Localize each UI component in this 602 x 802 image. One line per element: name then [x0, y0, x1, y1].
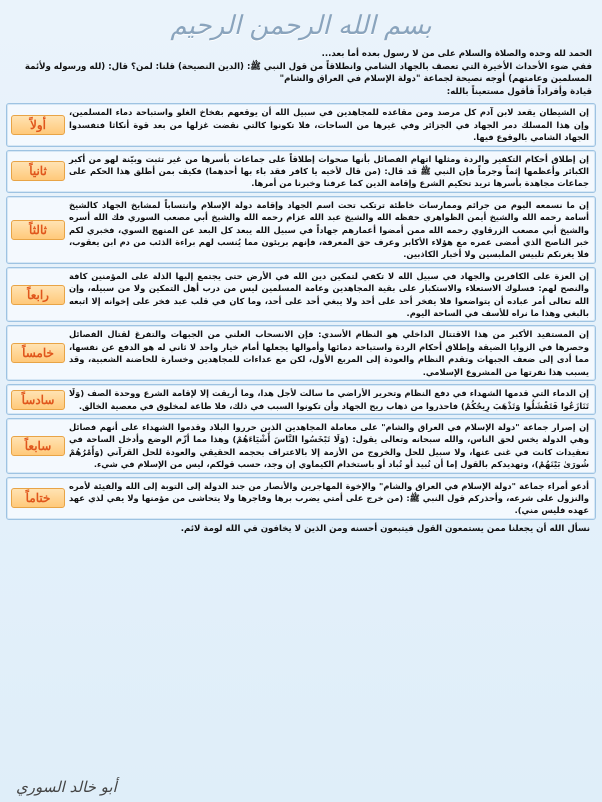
section-text: إن المستفيد الأكبر من هذا الاقتتال الداخلي هو النظام الأسدي: فإن الانسحاب العلني من الجبهات والتفرغ لقتال الفصائل وحصرها في الزوايا الضيقة وإطلاق أحكام الردة واستباحة دمائها وأموالها يجعلها أمام خيار واحد لا ثاني له هو الدفع عن نفسها، مما أدى إلى ضعف الجبهات وتقدم النظام والعودة إلى المربع الأول، لكن مع عداءات للمجاهدين وخسارة للحاضنة الشعبية، وقد يسبب هذا نفرتها من المشروع الإسلامي. [69, 329, 589, 377]
section-seventh [6, 418, 596, 474]
section-label: ثالثاً [11, 220, 65, 240]
section-text: إن العزة على الكافرين والجهاد في سبيل الله لا تكفي لتمكين دين الله في الأرض حتى يجتمع إليها الذلة على المؤمنين كافة والنصح لهم: فسلوك الاستعلاء والاستكبار على بقية المجاهدين وعامة المسلمين ليس من درب أهل التمكين ولا من سبيله، وإن الله تعالى أمر عباده أن يتواضعوا فلا يفخر أحد على أحد ولا يبغي أحد على أحد، وما كان في قلب عبد فخر على إخوانه إلا اتبعه بالبغي وهذا ما نراه للأسف في الساحة اليوم. [69, 270, 589, 319]
section-text: إن إطلاق أحكام التكفير والردة ومثلها اتهام الفصائل بأنها صحوات إطلاقاً على جماعات بأسرها من غير تثبت وبيّنة لهو من أكبر الكبائر وأعظمها إثماً وجرماً فإن النبي ﷺ قد قال: (من قال لأخيه يا كافر فقد باء بها أحدهما) فكيف بمن أطلق هذا الحكم على جماعات مجاهدة بأسرها تريد تحكيم الشرع وإقامة الدين كما عرفنا وخبرنا من أمرها. [69, 153, 589, 189]
closing-prayer: نسأل الله أن يجعلنا ممن يستمعون القول فيتبعون أحسنه ومن الذين لا يخافون في الله لومة لائم. [180, 523, 590, 534]
section-first [6, 103, 596, 146]
section-text: أدعو أمراء جماعة "دولة الإسلام في العراق والشام" والإخوة المهاجرين والأنصار من جند الدولة إلى التوبة إلى الله والفيئة لأمره والنزول على شرعه، وأحذركم قول النبي ﷺ: (من خرج على أمتي يضرب برها وفاجرها ولا يتحاشى من مؤمنها ولا يفي لذي عهد عهده فليس مني). [69, 480, 589, 516]
section-label: رابعاً [11, 285, 65, 305]
section-sixth [6, 384, 596, 415]
intro [4, 48, 598, 100]
section-label: سادساً [11, 390, 65, 410]
section-text: إن الدماء التي قدمها الشهداء في دفع النظام وتحرير الأراضي ما سالت لأجل هدا، وما أريقت إلا لإقامة الشرع ووحدة الصف (وَلَا تَنَازَعُوا فَتَفْشَلُوا وَتَذْهَبَ رِيحُكُمْ) فاحذروا من ذهاب ريح الجهاد وأن تكونوا السبب في ذلك، فلا طاعة لمخلوق في معصية الخالق. [69, 388, 589, 411]
section-label: سابعاً [11, 436, 65, 456]
section-label: خامساً [11, 343, 65, 363]
section-second [6, 150, 596, 193]
intro-line-1: الحمد لله وحده والصلاة والسلام على من لا رسول بعده أما بعد... [321, 49, 592, 59]
intro-line-3: قيادة وأفراداً فأقول مستعيناً بالله: [446, 86, 592, 97]
section-text: إن ما نسمعه اليوم من جرائم وممارسات خاطئة ترتكب تحت اسم الجهاد وإقامة دولة الإسلام وانتساباً لمشايخ الجهاد كالشيخ أسامة رحمه الله والشيخ أيمن الظواهري حفظه الله والشيخ عبد الله عزام رحمه الله والشيخ أبي مصعب السوري فك الله أسره والشيخ أبي مصعب الزرقاوي رحمه الله ممن أمضوا أعمارهم جهاداً في سبيل الله يبعد كل البعد عن المنهج السوي، فخبري لكم خبر الناصح الذي أمضى عمره مع هؤلاء الأكابر وعرف حق المعرفة، فإنهم بريئون مما يُنسب لهم براءة الذئب من دم ابن يعقوب، فلا يغرنكم تلبيس الملبسين ولا أخبار الكاذبين. [69, 199, 589, 260]
intro-line-2: ففي ضوء الأحداث الأخيرة التي تعصف بالجهاد الشامي وانطلاقاً من قول النبي ﷺ: (الدين النصيحة) قلنا: لمن؟ قال: (لله ورسوله ولأئمة المسلمين وعامتهم) أوجه نصيحة لجماعة "دولة الإسلام في العراق والشام" [24, 61, 592, 85]
section-label: ثانياً [11, 161, 65, 181]
signature: أبو خالد السوري [16, 778, 117, 796]
section-label: أولاً [11, 115, 65, 135]
section-label: ختاماً [11, 488, 65, 508]
section-fifth [6, 325, 596, 381]
section-conclusion [6, 477, 596, 520]
section-text: إن الشيطان يقعد لابن آدم كل مرصد ومن مقاعده للمجاهدين في سبيل الله أن يوقعهم بفخاخ الغلو واستباحة دماء المسلمين، وإن هذا المسلك دمر الجهاد في الجزائر وفي غيرها من الساحات، فلا تكونوا كالتي نقضت غزلها من بعد قوة أنكاثا فتفسدوا الجهاد الشامي بالوقوع فيها. [69, 107, 589, 143]
section-text: إن إصرار جماعة "دولة الإسلام في العراق والشام" على معاملة المجاهدين الذين حرروا البلاد وقدموا الشهداء على أنهم فصائل وهي الدولة يخس لحق الناس، والله سبحانه وتعالى يقول: (وَلَا تَبْخَسُوا النَّاسَ أَشْيَاءَهُمْ) وهذا مما أزّم الوضع وأدخل الساحة في تعقيدات كانت في غنى عنها، ولا سبيل للحل والخروج من الأزمة إلا بالاعتراف بحجمه الحقيقي والعودة للحل القرآني (وَأَمْرُهُمْ شُورَىٰ بَيْنَهُمْ)، وتهديدكم بالقول إما أن تُبيد أو تُباد أو باستخدام الكيماوي إن وجد، حسب قولكم، ليس من الإسلام في شيء. [69, 421, 589, 470]
section-third [6, 196, 596, 264]
section-fourth [6, 267, 596, 323]
basmala-header: بسم الله الرحمن الرحيم [170, 11, 432, 41]
